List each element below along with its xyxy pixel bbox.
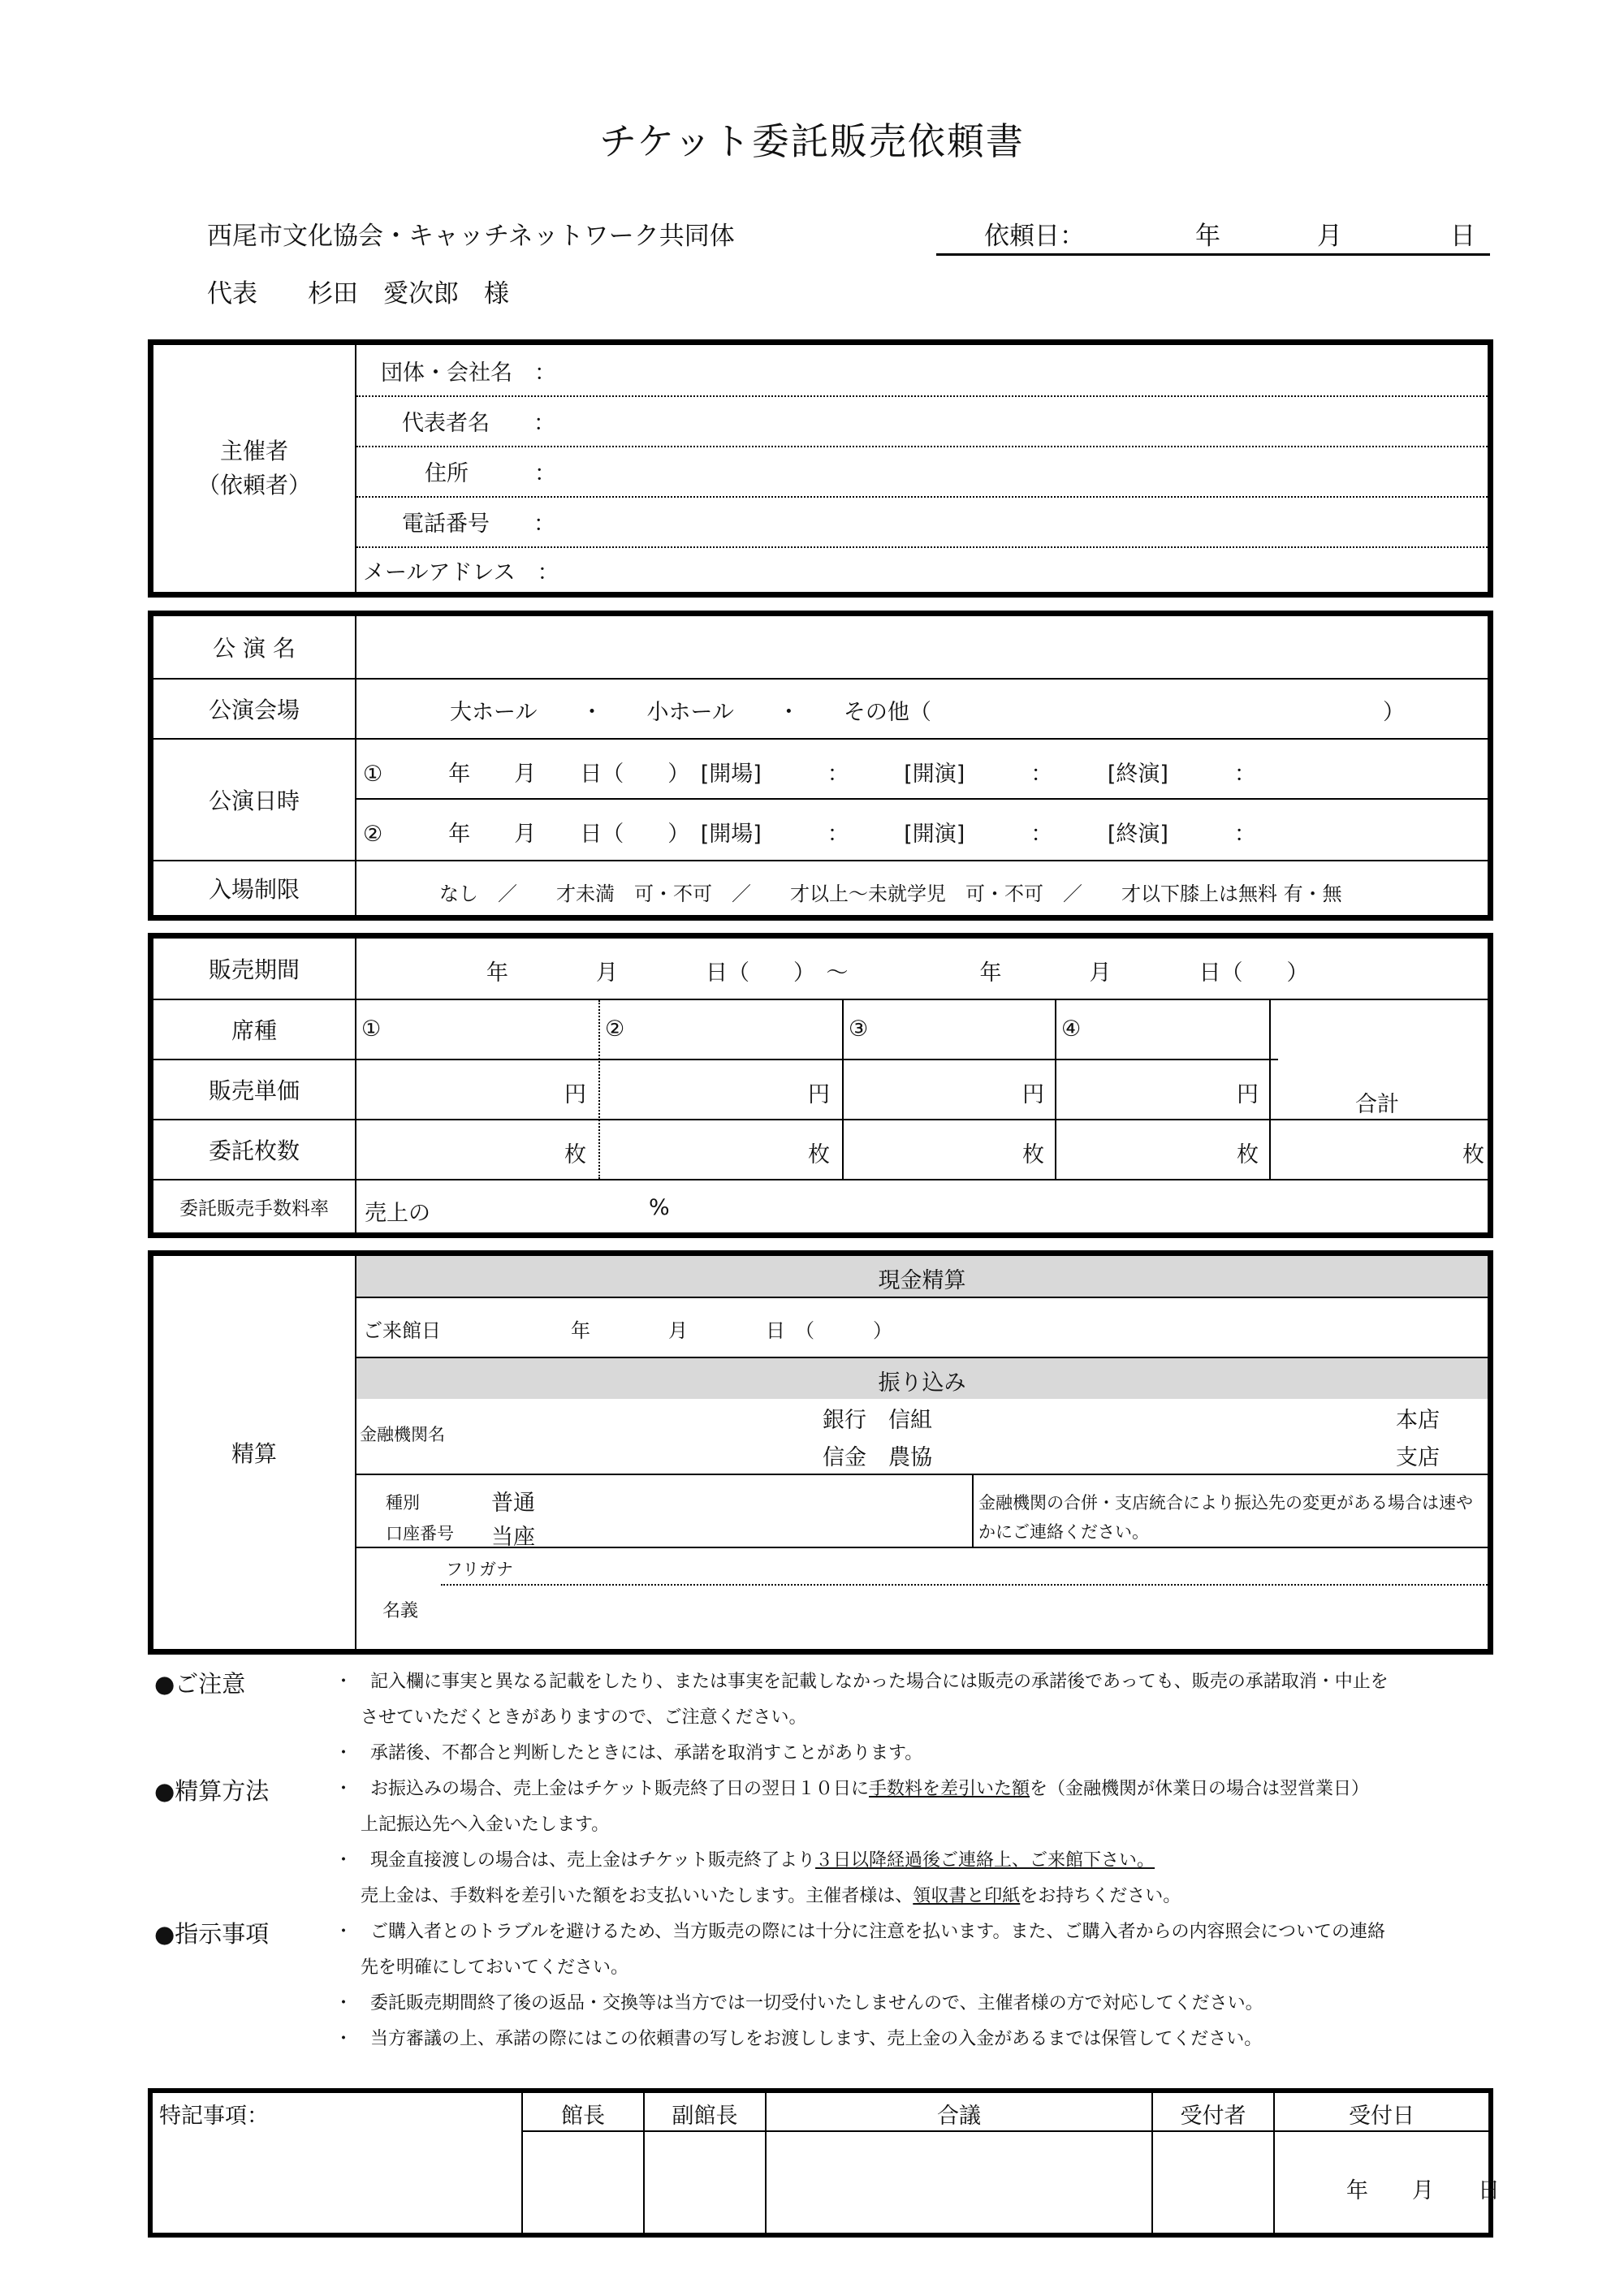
visit-date-label: ご来館日 bbox=[363, 1319, 441, 1342]
organization-name: 西尾市文化協会・キャッチネットワーク共同体 bbox=[207, 222, 735, 251]
fee-label: 委託販売手数料率 bbox=[179, 1198, 329, 1219]
instructions-heading: ●指示事項 bbox=[154, 1920, 270, 1948]
col-vice-director: 副館長 bbox=[672, 2104, 738, 2129]
instruction-line-4: ・ 当方審議の上、承諾の際にはこの依頼書の写しをお渡しします、売上金の入金があるまでは保管してください。 bbox=[335, 2029, 1263, 2049]
col-council: 合議 bbox=[937, 2104, 981, 2129]
performance-name-label: 公 演 名 bbox=[213, 635, 296, 662]
period-text: 年 月 日（ ） ～ 年 月 日（ ） bbox=[486, 960, 1309, 986]
method-line-4: 売上金は、手数料を差引いた額をお支払いいたします。主催者様は、領収書と印紙をお持ちください。 bbox=[361, 1886, 1181, 1906]
caution-line-3: ・ 承諾後、不都合と判断したときには、承諾を取消すことがあります。 bbox=[335, 1743, 923, 1763]
period-label: 販売期間 bbox=[208, 956, 300, 983]
account-kind-current: 当座 bbox=[491, 1525, 535, 1550]
seat-label: 席種 bbox=[231, 1017, 277, 1044]
caution-line-1: ・ 記入欄に事実と異なる記載をしたり、または事実を記載しなかった場合には販売の承諾後であっても、販売の承諾取消・中止を bbox=[335, 1672, 1389, 1692]
bank-types-2: 信金 農協 bbox=[823, 1445, 932, 1470]
caution-line-2: させていただくときがありますので、ご注意ください。 bbox=[361, 1707, 807, 1728]
transfer-header: 振り込み bbox=[878, 1370, 966, 1396]
remarks-label: 特記事項： bbox=[159, 2104, 269, 2129]
qty-mai-2: 枚 bbox=[808, 1142, 830, 1167]
restriction-text: なし ／ 才未満 可・不可 ／ 才以上～未就学児 可・不可 ／ 才以下膝上は無料 有・無 bbox=[439, 883, 1342, 905]
qty-mai-1: 枚 bbox=[564, 1142, 586, 1167]
representative: 代表 杉田 愛次郎 様 bbox=[207, 279, 509, 309]
bank-change-note: 金融機関の合併・支店統合により振込先の変更がある場合は速やかにご連絡ください。 bbox=[978, 1493, 1473, 1542]
request-year: 年 bbox=[1195, 222, 1220, 251]
fee-percent: % bbox=[649, 1195, 670, 1220]
datetime-row-1: ① 年 月 日（ ） [開場] ： [開演] ： [終演] ： bbox=[363, 762, 1256, 787]
method-heading: ●精算方法 bbox=[154, 1777, 270, 1805]
price-yen-4: 円 bbox=[1237, 1082, 1259, 1107]
venue-options: 大ホール ・ 小ホール ・ その他（ bbox=[450, 700, 931, 725]
account-kind-ordinary: 普通 bbox=[491, 1491, 535, 1516]
col-director: 館長 bbox=[561, 2104, 605, 2129]
request-date-underline bbox=[936, 253, 1490, 256]
price-yen-3: 円 bbox=[1022, 1082, 1044, 1107]
organizer-label: 主催者 （依頼者） bbox=[197, 438, 311, 498]
branch-main: 本店 bbox=[1396, 1408, 1440, 1433]
settlement-label: 精算 bbox=[231, 1440, 277, 1467]
account-number-label: 口座番号 bbox=[386, 1524, 454, 1543]
venue-close: ） bbox=[1383, 700, 1405, 725]
cash-header: 現金精算 bbox=[878, 1268, 966, 1293]
settlement-section bbox=[148, 1250, 1493, 1655]
org-company-label: 団体・会社名 ： bbox=[381, 360, 556, 386]
account-kind-label: 種別 bbox=[386, 1493, 420, 1513]
seat-3: ③ bbox=[849, 1016, 869, 1042]
seat-2: ② bbox=[605, 1016, 625, 1042]
instruction-line-3: ・ 委託販売期間終了後の返品・交換等は当方では一切受付いたしませんので、主催者様の方で対応してください。 bbox=[335, 1993, 1263, 2013]
visit-date: 年 月 日 （ ） bbox=[571, 1319, 892, 1342]
instruction-line-2: 先を明確にしておいてください。 bbox=[361, 1957, 629, 1978]
datetime-row-2: ② 年 月 日（ ） [開場] ： [開演] ： [終演] ： bbox=[363, 822, 1256, 847]
org-phone-label: 電話番号 ： bbox=[402, 511, 555, 537]
total-label: 合計 bbox=[1355, 1092, 1399, 1117]
method-line-2: 上記振込先へ入金いたします。 bbox=[361, 1815, 610, 1835]
col-receiver: 受付者 bbox=[1180, 2104, 1246, 2129]
col-receipt-date: 受付日 bbox=[1349, 2104, 1415, 2129]
sales-section bbox=[148, 933, 1493, 1238]
method-line-1: ・ お振込みの場合、売上金はチケット販売終了日の翌日１０日に手数料を差引いた額を（金融機関が休業日の場合は翌営業日） bbox=[335, 1779, 1370, 1799]
qty-mai-total: 枚 bbox=[1462, 1142, 1484, 1167]
request-date-label: 依頼日： bbox=[984, 222, 1085, 251]
price-yen-2: 円 bbox=[808, 1082, 830, 1107]
venue-label: 公演会場 bbox=[208, 697, 300, 723]
restriction-label: 入場制限 bbox=[208, 876, 300, 903]
bank-name-label: 金融機関名 bbox=[360, 1425, 445, 1444]
caution-heading: ●ご注意 bbox=[154, 1670, 246, 1698]
branch-sub: 支店 bbox=[1396, 1445, 1440, 1470]
org-address-label: 住所 ： bbox=[425, 461, 556, 486]
request-month: 月 bbox=[1317, 222, 1342, 251]
org-email-label: メールアドレス ： bbox=[363, 560, 559, 585]
account-holder-label: 名義 bbox=[382, 1601, 419, 1621]
qty-mai-3: 枚 bbox=[1022, 1142, 1044, 1167]
qty-mai-4: 枚 bbox=[1237, 1142, 1259, 1167]
quantity-label: 委託枚数 bbox=[208, 1137, 300, 1164]
page-title: チケット委託販売依頼書 bbox=[599, 119, 1025, 163]
office-use-section bbox=[148, 2088, 1500, 2238]
furigana-label: フリガナ bbox=[446, 1560, 513, 1579]
org-rep-label: 代表者名 ： bbox=[402, 411, 555, 436]
fee-prefix: 売上の bbox=[365, 1201, 430, 1226]
seat-1: ① bbox=[361, 1016, 382, 1042]
price-label: 販売単価 bbox=[208, 1077, 300, 1104]
organizer-section bbox=[148, 339, 1493, 598]
receipt-date: 年 月 日 bbox=[1346, 2178, 1500, 2203]
instruction-line-1: ・ ご購入者とのトラブルを避けるため、当方販売の際には十分に注意を払います。また、ご購入者からの内容照会についての連絡 bbox=[335, 1922, 1386, 1942]
bank-types-1: 銀行 信組 bbox=[823, 1408, 932, 1433]
price-yen-1: 円 bbox=[564, 1082, 586, 1107]
datetime-label: 公演日時 bbox=[208, 788, 300, 814]
seat-4: ④ bbox=[1061, 1016, 1082, 1042]
request-day: 日 bbox=[1450, 222, 1475, 251]
method-line-3: ・ 現金直接渡しの場合は、売上金はチケット販売終了より３日以降経過後ご連絡上、ご来館下さい。 bbox=[335, 1850, 1155, 1871]
performance-section bbox=[148, 611, 1493, 921]
